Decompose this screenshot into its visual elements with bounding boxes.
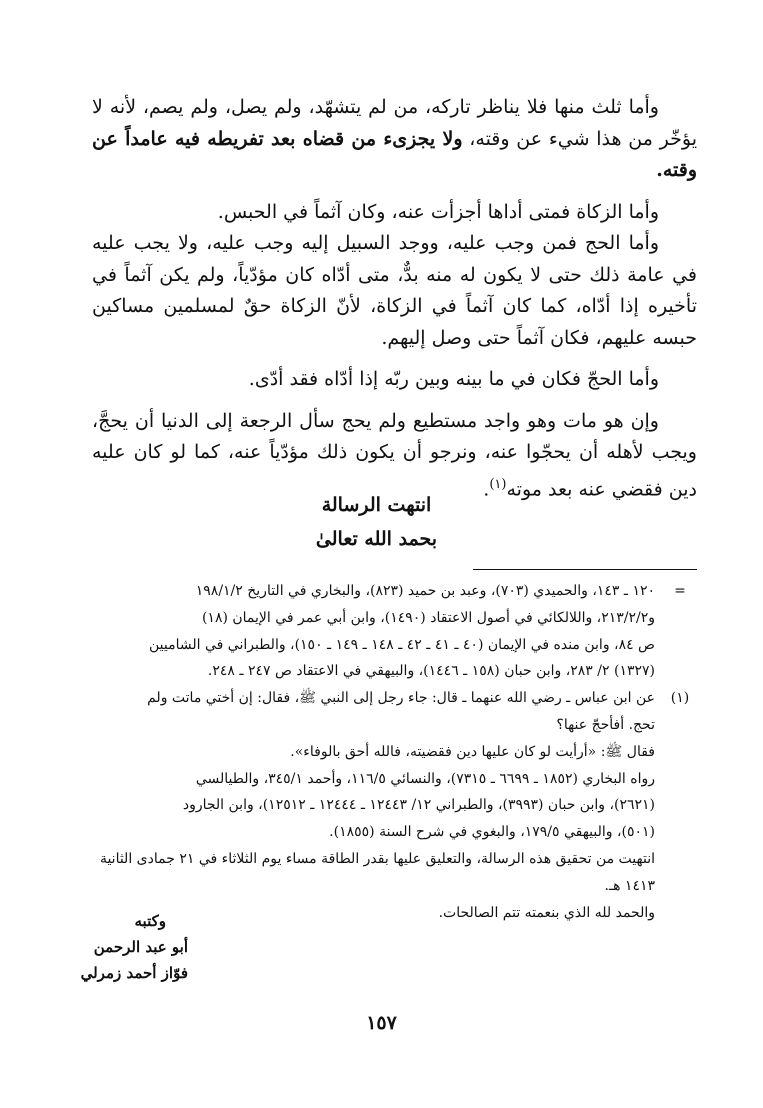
footnote-line: ١٤١٣ هـ. [604, 877, 655, 894]
closing-block [0, 488, 763, 556]
footnote-line: فقال ﷺ: «أرأيت لو كان عليها دين فقضيته، فالله أحق بالوفاء». [290, 743, 655, 760]
footnote-line: عن ابن عباس ـ رضي الله عنهما ـ قال: جاء رجل إلى النبي ﷺ، فقال: إن أختي ماتت ولم [147, 690, 655, 707]
paragraph-hajj-between: وأما الحجّ فكان في ما بينه وبين ربّه إذا أدّاه فقد أدّى. [248, 368, 659, 390]
footnote-continuation-marker: = [674, 583, 686, 599]
closing-line-1: انتهت الرسالة [321, 494, 432, 516]
paragraph-death-end: . [483, 477, 490, 500]
footnote-1 [92, 685, 697, 926]
signature-name-line-1: أبو عبد الرحمن [93, 938, 188, 956]
footnote-line: (٢٦٢١)، وابن حبان (٣٩٩٣)، والطبراني ١٢/ ١٢٤٤٣ ـ ١٢٤٤٤ ـ ١٢٥١٢)، وابن الجارود [182, 797, 655, 814]
paragraph-zakat: وأما الزكاة فمتى أداها أجزأت عنه، وكان آثماً في الحبس. [217, 200, 659, 223]
page-number: ١٥٧ [366, 1012, 397, 1034]
footnotes-section [92, 578, 697, 926]
paragraph-prayer [92, 92, 697, 187]
footnote-line: (٥٠١)، والبيهقي ١٧٩/٥، والبغوي في شرح السنة (١٨٥٥). [329, 824, 655, 841]
footnote-line: والحمد لله الذي بنعمته تتم الصالحات. [438, 904, 655, 921]
paragraph-hajj: وأما الحج فمن وجب عليه، ووجد السبيل إليه وجب عليه، ولا يجب عليه في عامة ذلك حتى لا يكون له منه بدٌّ، متى أدّاه كان مؤدّياً، ولم يكن آثماً في تأخيره إذا أدّاه، كما كان آثماً في الزكاة، لأنّ الزكاة حقٌ لمسلمين مساكين حبسه عليهم، فكان آثماً حتى وصل إليهم. [92, 232, 697, 349]
signature-block [81, 908, 188, 986]
footnote-reference: (١) [489, 476, 507, 492]
footnote-line: و٢١٣/٢/٢، واللالكائي في أصول الاعتقاد (١٤٩٠)، وابن أبي عمر في الإيمان (١٨) [201, 609, 655, 626]
paragraph-prayer-text: وأما ثلث منها فلا يناظر تاركه، من لم يتشهّد، ولم يصل، ولم يصم، لأنه لا يؤخّر من هذا شيء عن وقته، [92, 96, 697, 150]
paragraph-death-text: وإن هو مات وهو واجد مستطيع ولم يحج سأل الرجعة إلى الدنيا أن يحجَّ، ويجب لأهله أن يحجّوا عنه، ونرجو أن يكون ذلك مؤدّياً عنه، كما لو كان عليه دين فقضي عنه بعد موته [92, 409, 697, 500]
footnote-line: ١٢٠ ـ ١٤٣، والحميدي (٧٠٣)، وعبد بن حميد (٨٢٣)، والبخاري في التاريخ ١٩٨/١/٢ [195, 583, 655, 599]
closing-line-2: بحمد الله تعالىٰ [315, 528, 438, 550]
footnote-continuation [92, 578, 697, 685]
signature-name-line-2: فوّاز أحمد زمرلي [80, 964, 188, 982]
footnote-line: تحج. أفأحجّ عنها؟ [556, 716, 655, 733]
footnote-1-marker: (١) [670, 690, 690, 707]
footnote-line: انتهيت من تحقيق هذه الرسالة، والتعليق عليها بقدر الطاقة مساء يوم الثلاثاء في ٢١ جمادى الثانية [99, 850, 655, 867]
paragraph-prayer-bold-text: ولا يجزىء من قضاه بعد تفريطه فيه عامداً عن وقته. [92, 127, 697, 181]
footnote-separator [473, 569, 697, 570]
signature-title: وكتبه [134, 912, 166, 930]
main-text-body [92, 92, 697, 505]
footnote-line: (١٣٢٧) ٢/ ٢٨٣، وابن حبان (١٥٨ ـ ١٤٤٦)، والبيهقي في الاعتقاد ص ٢٤٧ ـ ٢٤٨. [207, 663, 655, 680]
footnote-line: ص ٨٤، وابن منده في الإيمان (٤٠ ـ ٤١ ـ ٤٢ ـ ١٤٨ ـ ١٤٩ ـ ١٥٠)، والطبراني في الشاميين [149, 636, 655, 653]
footnote-line: رواه البخاري (١٨٥٢ ـ ٦٦٩٩ ـ ٧٣١٥)، والنسائي ١١٦/٥، وأحمد ٣٤٥/١، والطيالسي [195, 770, 655, 787]
